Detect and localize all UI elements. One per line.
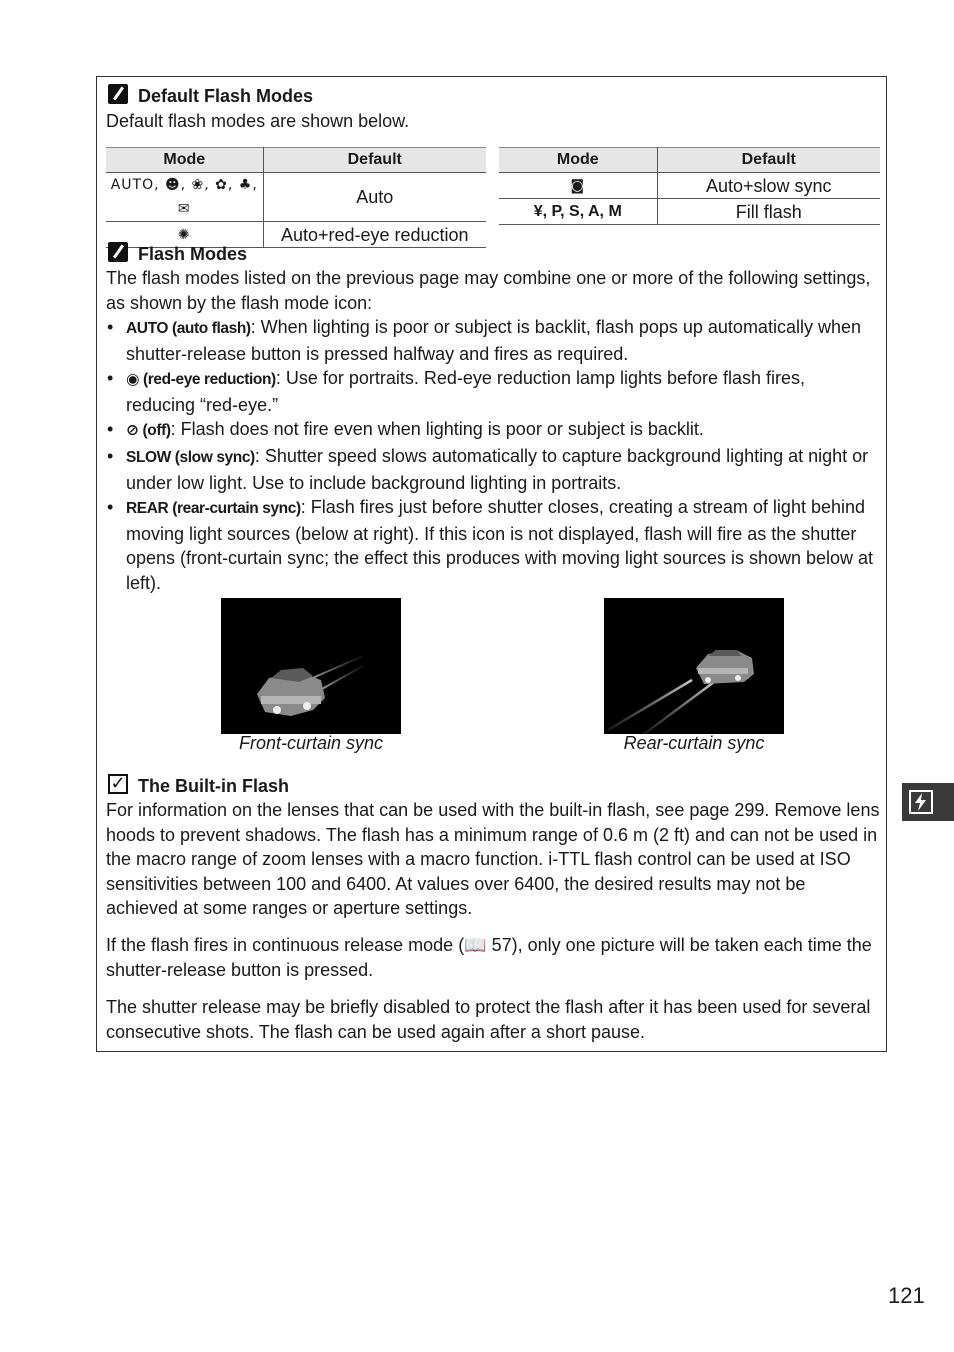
table-header: Default bbox=[657, 148, 880, 173]
list-item bbox=[106, 444, 876, 495]
list-item bbox=[106, 495, 876, 595]
scene-mode-icons: AUTO, ☻, ❀, ✿, ♣, ✉ bbox=[106, 173, 263, 222]
table-header: Default bbox=[263, 148, 486, 173]
chapter-tab bbox=[902, 783, 954, 821]
table-cell: Auto+red-eye reduction bbox=[263, 222, 486, 248]
builtin-flash-paragraph: For information on the lenses that can be used with the built-in flash, see page 299. Remove lens hoods to prevent shadows. The flash has a minimum range of 0.6 m (2 ft) and can not be used in the macro range of zoom lenses with a macro function. i-TTL flash control can be used at ISO sensitivities between 100 and 6400. At values over 6400, the desired results may not be achieved at some ranges or aperture settings. bbox=[106, 800, 880, 919]
default-flash-modes-title: Default Flash Modes bbox=[138, 86, 314, 106]
modes-table-right bbox=[499, 147, 880, 225]
check-icon: ✓ bbox=[108, 774, 128, 794]
list-term: AUTO (auto flash) bbox=[126, 320, 251, 337]
list-item bbox=[106, 417, 876, 444]
night-portrait-icon: ◙ bbox=[499, 173, 657, 199]
rear-curtain-caption: Rear-curtain sync bbox=[623, 733, 765, 753]
list-item bbox=[106, 315, 876, 366]
table-header: Mode bbox=[499, 148, 657, 173]
notes-box bbox=[96, 76, 887, 1052]
builtin-flash-paragraph: The shutter release may be briefly disabled to protect the flash after it has been used for several consecutive shots. The flash can be used again after a short pause. bbox=[106, 997, 871, 1042]
table-row bbox=[499, 199, 880, 225]
default-flash-modes-intro: Default flash modes are shown below. bbox=[106, 111, 410, 131]
list-text: : When lighting is poor or subject is backlit, flash pops up automatically when shutter-release button is pressed halfway and fires as required. bbox=[126, 317, 861, 364]
flash-modes-intro: The flash modes listed on the previous page may combine one or more of the following settings, as shown by the flash mode icon: bbox=[106, 268, 871, 313]
list-text: : Flash does not fire even when lighting is poor or subject is backlit. bbox=[170, 419, 704, 440]
flash-icon bbox=[909, 790, 933, 814]
psam-mode-icons: ¥, P, S, A, M bbox=[499, 199, 657, 225]
table-row bbox=[499, 173, 880, 199]
flash-modes-title: Flash Modes bbox=[138, 244, 248, 264]
table-row bbox=[106, 173, 486, 222]
list-item bbox=[106, 366, 876, 417]
modes-table-left bbox=[106, 147, 486, 248]
note-pencil-icon bbox=[108, 242, 128, 262]
front-curtain-caption: Front-curtain sync bbox=[238, 733, 384, 753]
list-text: : Flash fires just before shutter closes, creating a stream of light behind moving light sources (below at right). If this icon is not displayed, flash will fire as the shutter opens (front-curtain sync; the effect this produces with moving light sources is shown below at left). bbox=[126, 497, 874, 593]
portrait-mode-icon: ✺ bbox=[106, 222, 263, 248]
table-header: Mode bbox=[106, 148, 263, 173]
front-curtain-photo bbox=[221, 598, 401, 734]
rear-curtain-photo bbox=[604, 598, 784, 734]
table-cell: Auto bbox=[263, 173, 486, 222]
note-pencil-icon bbox=[108, 84, 128, 104]
builtin-flash-paragraph: If the flash fires in continuous release mode (📖 57), only one picture will be taken each time the shutter-release button is pressed. bbox=[106, 935, 872, 980]
table-cell: Fill flash bbox=[657, 199, 880, 225]
page-number: 121 bbox=[888, 1283, 925, 1308]
builtin-flash-title: The Built-in Flash bbox=[138, 776, 289, 796]
table-cell: Auto+slow sync bbox=[657, 173, 880, 199]
list-term: REAR (rear-curtain sync) bbox=[126, 500, 301, 518]
list-term: ⊘ (off) bbox=[126, 422, 171, 440]
flash-mode-list bbox=[106, 315, 876, 596]
list-term: ◉ (red-eye reduction) bbox=[126, 371, 276, 389]
list-text: : Use for portraits. Red-eye reduction lamp lights before flash fires, reducing “red-eye.” bbox=[126, 368, 806, 415]
list-text: : Shutter speed slows automatically to capture background lighting at night or under low light. Use to include background lighting in portraits. bbox=[126, 445, 869, 493]
list-term: SLOW (slow sync) bbox=[126, 448, 255, 466]
